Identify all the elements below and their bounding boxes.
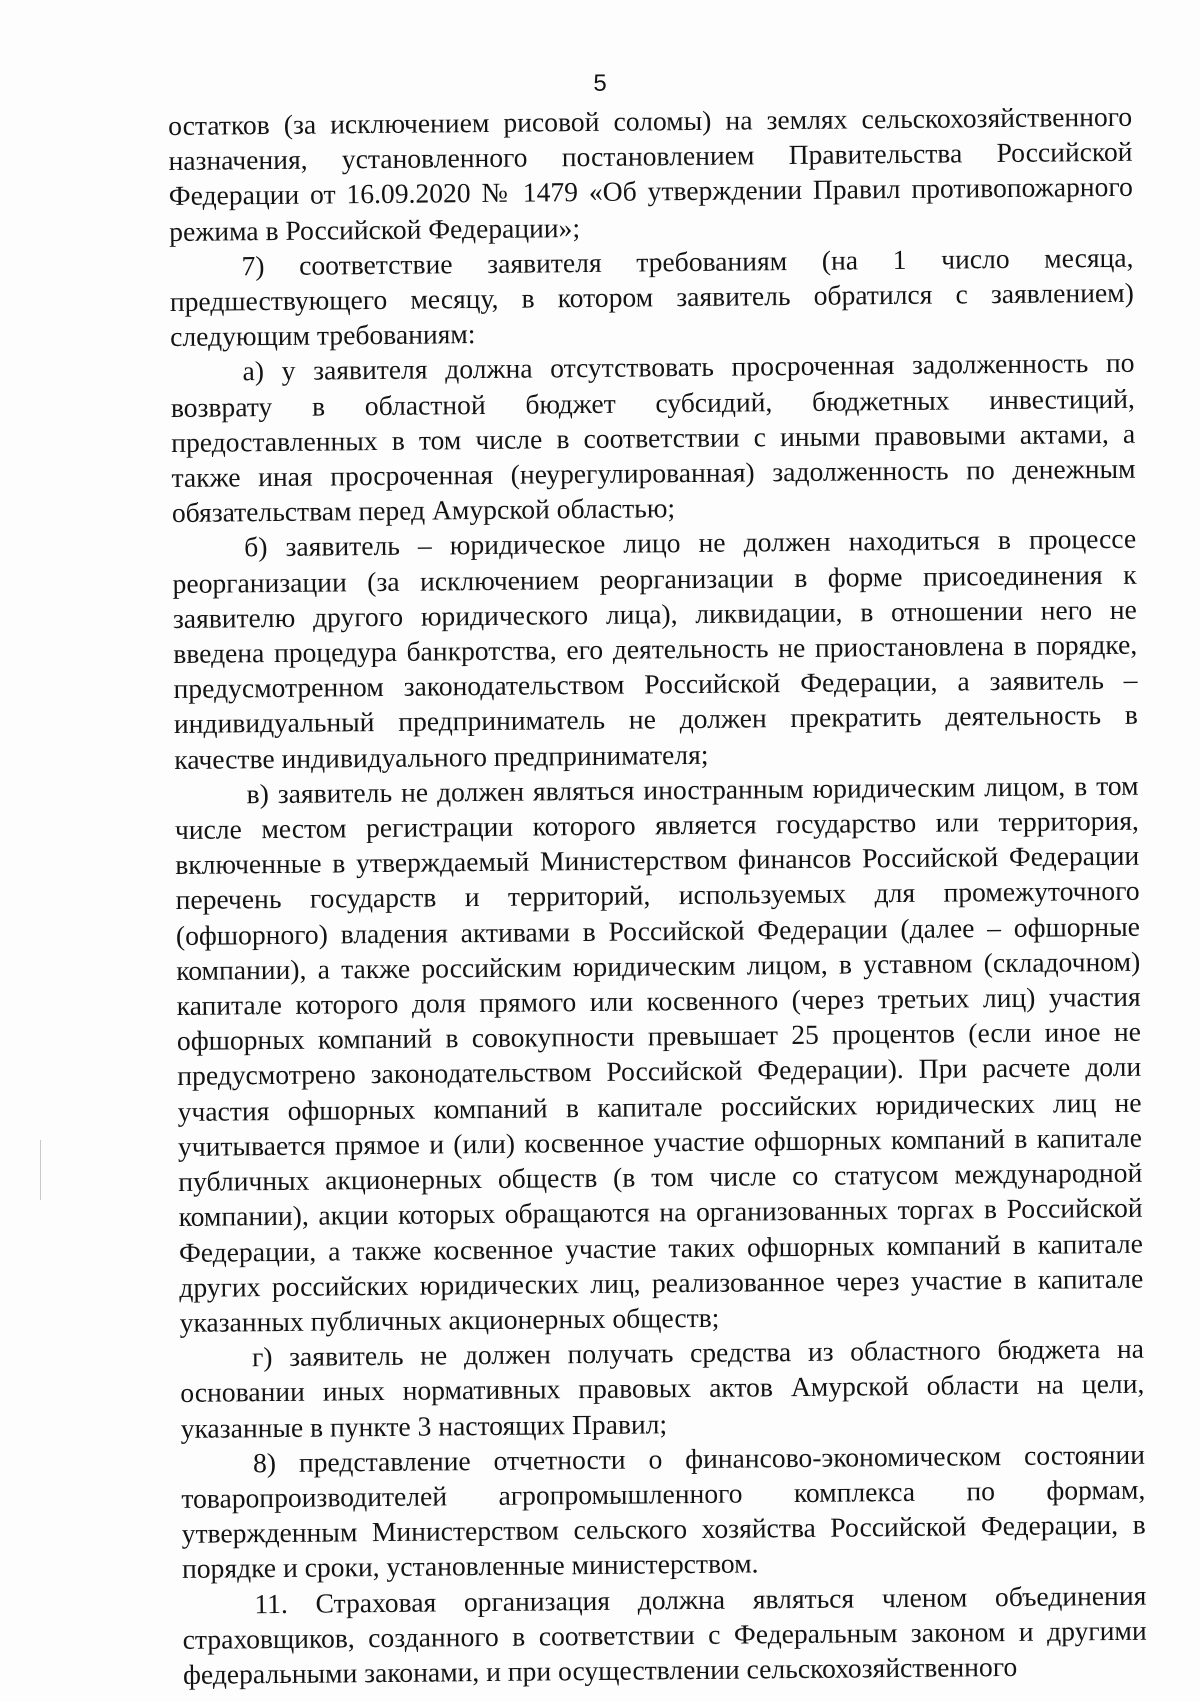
- document-body: [168, 99, 1147, 1692]
- paragraph-section-11: 11. Страховая организация должна являться членом объединения страховщиков, созданного в соответствии с Федеральным законом и другими федеральными законами, и при осуществлении сельскохозяйственного: [182, 1579, 1147, 1690]
- paragraph-continuation: остатков (за исключением рисовой соломы) на землях сельскохозяйственного назначения, установленного постановлением Правительства Российской Федерации от 16.09.2020 № 1479 «Об утверждении Правил противопожарного режима в Российской Федерации»;: [168, 100, 1133, 247]
- paragraph-item-7: 7) соответствие заявителя требованиям (на 1 число месяца, предшествующего месяцу, в котором заявитель обратился с заявлением) следующим требованиям:: [169, 241, 1134, 353]
- paragraph-subitem-a: а) у заявителя должна отсутствовать просроченная задолженность по возврату в областной бюджет субсидий, бюджетных инвестиций, предоставленных в том числе в соответствии с иными правовыми актами, а также иная просроченная (неурегулированная) задолженность по денежным обязательствам перед Амурской областью;: [170, 347, 1136, 529]
- scan-edge-mark: [40, 1140, 41, 1200]
- paragraph-subitem-v: в) заявитель не должен являться иностранным юридическим лицом, в том числе местом регистрации которого является государство или территория, включенные в утверждаемый Министерством финансов Российской Федерации перечень государств и территорий, используемых для промежуточного (офшорного) владения активами в Российской Федерации (далее – офшорные компании), а также российским юридическим лицом, в уставном (складочном) капитале которого доля прямого или косвенного (через третьих лиц) участия офшорных компаний в совокупности превышает 25 процентов (если иное не предусмотрено законодательством Российской Федерации). При расчете доли участия офшорных компаний в капитале российских юридических лиц не учитывается прямое и (или) косвенное участие офшорных компаний в капитале публичных акционерных обществ (в том числе со статусом международной компании), акции которых обращаются на организованных торгах в Российской Федерации, а также косвенное участие таких офшорных компаний в капитале других российских юридических лиц, реализованное через участие в капитале указанных публичных акционерных обществ;: [174, 769, 1144, 1338]
- paragraph-subitem-b: б) заявитель – юридическое лицо не должен находиться в процессе реорганизации (за исключением реорганизации в форме присоединения к заявителю другого юридического лица), ликвидации, в отношении него не введена процедура банкротства, его деятельность не приостановлена в порядке, предусмотренном законодательством Российской Федерации, а заявитель – индивидуальный предприниматель не должен прекратить деятельность в качестве индивидуального предпринимателя;: [172, 523, 1139, 775]
- paragraph-item-8: 8) представление отчетности о финансово-экономическом состоянии товаропроизводителей агропромышленного комплекса по формам, утвержденным Министерством сельского хозяйства Российской Федерации, в порядке и сроки, установленные министерством.: [181, 1438, 1146, 1585]
- page-number: 5: [593, 70, 607, 97]
- paragraph-subitem-g: г) заявитель не должен получать средства из областного бюджета на основании иных нормативных правовых актов Амурской области на цели, указанные в пункте 3 настоящих Правил;: [180, 1332, 1145, 1444]
